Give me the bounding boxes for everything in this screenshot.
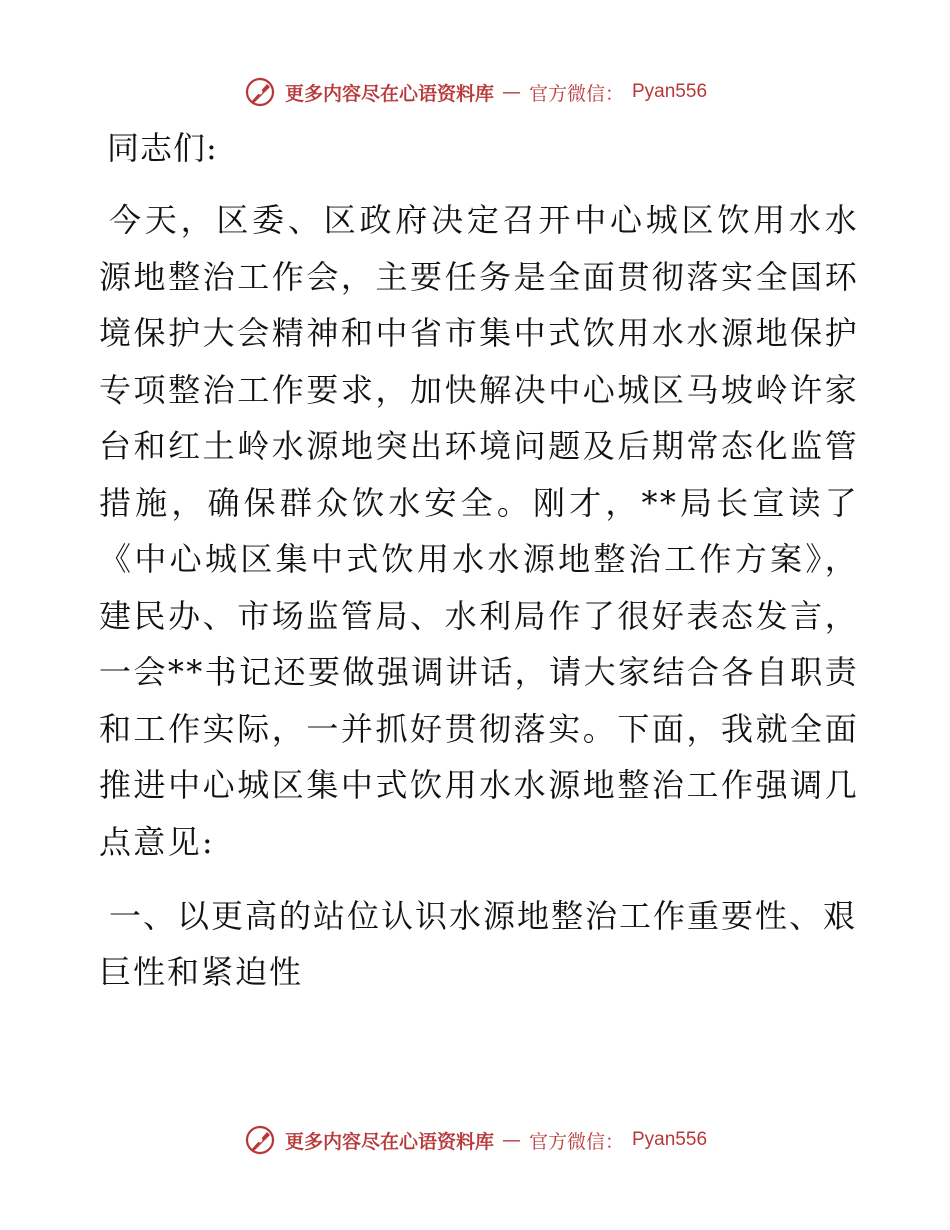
watermark-separator: — <box>501 81 521 103</box>
watermark-separator: — <box>501 1129 521 1151</box>
watermark-banner-top <box>0 72 950 112</box>
greeting: 同志们: <box>107 129 218 167</box>
watermark-banner-bottom <box>0 1120 950 1160</box>
watermark-brand: 更多内容尽在心语资料库 <box>284 1130 494 1153</box>
watermark-brand: 更多内容尽在心语资料库 <box>284 82 494 105</box>
watermark-wechat-id: Pyan556 <box>632 1129 708 1150</box>
quill-circle-logo-icon <box>243 1123 277 1157</box>
paragraph-intro: 今天，区委、区政府决定召开中心城区饮用水水源地整治工作会，主要任务是全面贯彻落实全国环境保护大会精神和中省市集中式饮用水水源地保护专项整治工作要求，加快解决中心城区马坡岭许家台和红土岭水源地突出环境问题及后期常态化监管措施，确保群众饮水安全。刚才，**局长宣读了《中心城区集中式饮用水水源地整治工作方案》，建民办、市场监管局、水利局作了很好表态发言，一会**书记还要做强调讲话，请大家结合各自职责和工作实际，一并抓好贯彻落实。下面，我就全面推进中心城区集中式饮用水水源地整治工作强调几点意见: <box>99 201 859 861</box>
watermark-wechat-label: 官方微信： <box>528 1130 624 1153</box>
section-heading-1: 一、以更高的站位认识水源地整治工作重要性、艰巨性和紧迫性 <box>99 897 858 991</box>
document-body <box>99 120 859 1000</box>
watermark-wechat-label: 官方微信： <box>528 82 624 105</box>
watermark-wechat-id: Pyan556 <box>632 81 708 102</box>
quill-circle-logo-icon <box>243 75 277 109</box>
